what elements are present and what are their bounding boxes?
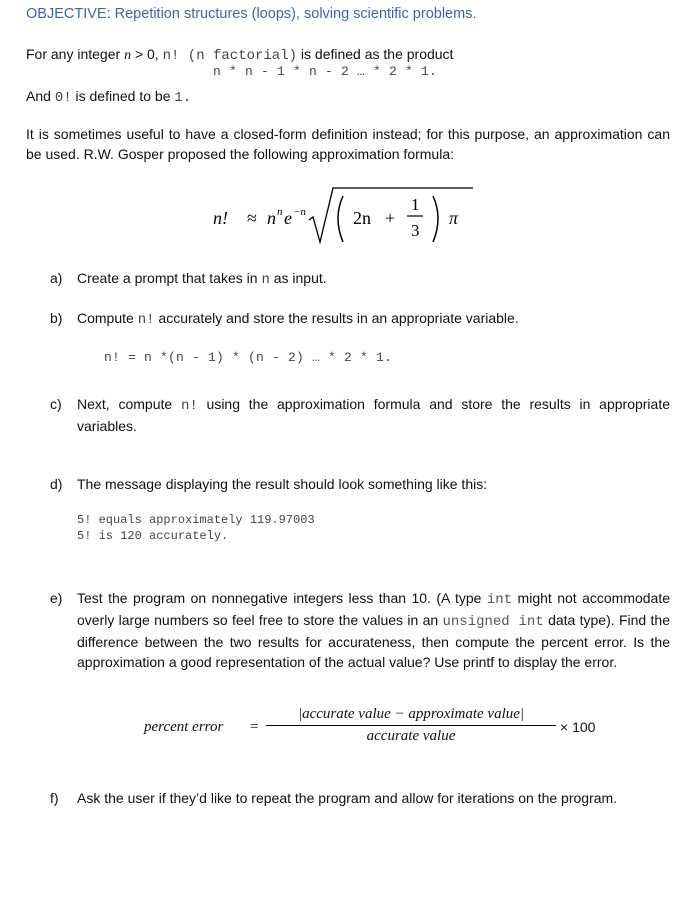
percent-error-eq: = [250,719,259,735]
formula-2n: 2n [353,208,371,228]
item-c: c) Next, compute n! using the approximation formula and store the results in appropriate variables. [50,396,670,434]
right-paren [433,196,438,242]
formula-frac-num: 1 [411,195,420,214]
percent-error-times: × 100 [560,719,596,735]
formula-approx: ≈ [247,208,257,228]
gosper-formula-svg [205,182,475,254]
objective-heading: OBJECTIVE: Repetition structures (loops), solving scientific problems. [26,6,477,22]
formula-e-base: e [284,208,292,228]
formula-plus: + [385,208,396,228]
formula-pi: π [449,208,459,228]
gosper-formula [205,182,475,254]
formula-frac-den: 3 [411,221,420,240]
product-code: n * n - 1 * n - 2 … * 2 * 1. [213,64,438,79]
intro-line-3: And 0! is defined to be 1. [26,88,192,106]
percent-error-label: percent error [144,719,224,735]
sample-output-line-1: 5! equals approximately 119.97003 [77,513,315,527]
percent-error-formula [144,706,604,750]
item-e: e) Test the program on nonnegative integers less than 10. (A type int might not accommodate overly large numbers so feel free to store the values in an unsigned int data type). Find the difference between the two results for accurateness, then compute the percent error. Is the approximation a good representation of the actual value? Use printf to display the error. [50,590,671,670]
percent-error-numerator: |accurate value − approximate value| [266,706,556,726]
formula-e-sup: −n [293,206,306,218]
item-d-code [77,512,315,544]
formula-n-sup: n [277,206,283,218]
gosper-paragraph: It is sometimes useful to have a closed-form definition instead; for this purpose, an approximation can be used. R.W. Gosper proposed the following approximation formula: [26,126,670,162]
left-paren [338,196,343,242]
percent-error-denominator: accurate value [366,728,456,744]
formula-lhs: n! [213,208,228,228]
item-b-code: n! = n *(n - 1) * (n - 2) … * 2 * 1. [104,350,393,365]
intro-line-1: For any integer n > 0, n! (n factorial) is defined as the product [26,46,454,64]
formula-n-base: n [267,208,276,228]
sample-output-line-2: 5! is 120 accurately. [77,529,229,543]
percent-error-fraction [266,706,556,745]
